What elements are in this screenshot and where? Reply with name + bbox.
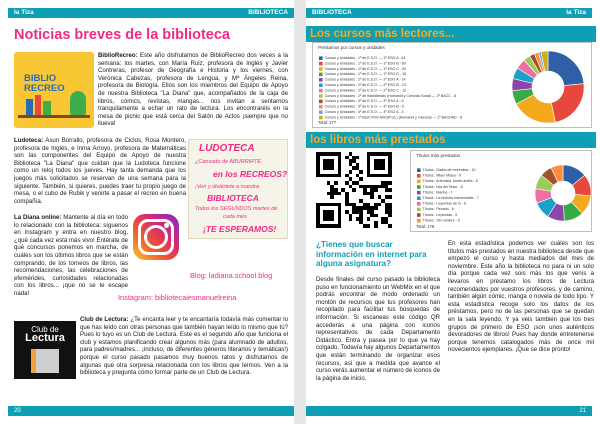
left-footer-bar [8,406,294,416]
instagram-link[interactable]: Instagram: bibliotecaiesmanuelreina [118,293,237,302]
club-image-line2: Lectura [25,332,65,344]
poster-line: en los RECREOS? [213,169,288,179]
left-header-bar [8,8,294,18]
biblio-recreo-paragraph [98,52,288,136]
section-title-books: los libros más prestados [306,132,596,148]
legend-swatch [417,185,421,189]
legend-label: Cursos y Unidades : 4º de E.S.O. — 4º ESO A - 3 [324,110,404,114]
ludoteca-paragraph [14,137,186,215]
page-title: Noticias breves de la biblioteca [14,27,230,43]
poster-line: BIBLIOTECA [207,193,259,203]
blog-link[interactable]: Blog: ladiana.school.blog [190,271,273,280]
question-paragraph: Desde finales del curso pasado la biblioteca puso en funcionamiento un WebMix en el que podrás encontrar de modo ordenado un montón de recursos que tus profesores han recopilado para facilitar tus búsquedas de información. Si escaneas este código QR accederás a una página con iconos representativos de cada Departamento Didáctico. Entra y pasea por lo que ya hay colgado. Todavía hay algunos Departamentos que están terminando de organizar esos recursos, así que a medida que avance el curso verás aumentar el número de iconos de la página de inicio. [316,276,440,382]
legend-swatch [417,213,421,217]
online-paragraph [14,214,128,314]
legend-swatch [319,100,323,104]
pie-slice [548,51,584,86]
legend-swatch [417,174,421,178]
qr-code-icon [316,152,392,228]
header-section-name: BIBLIOTECA [248,9,288,16]
page-number: 21 [579,408,586,414]
books-chart [410,150,592,232]
poster-line: ¿Cansado de ABURRIRTE [195,159,262,165]
legend-swatch [319,67,323,71]
pie-slice [551,84,584,123]
legend-swatch [417,208,421,212]
legend-label: Títulos : La historia interminable - 7 [422,196,479,200]
club-lead: Club de Lectura: [80,316,129,323]
online-text: Mantente al día en todo lo relacionado con la biblioteca: síguenos en Instagram y entra en nuestro blog, ¿qué cada vez está más vivo! Entérate de qué concursos ponemos en marcha, de cuáles son los últimos libros que se están comprando, de los torneos de libros, las recomendaciones, las celebraciones de efemérides, curiosidades relacionadas con los libros... ¡que no se te escape nada! [14,214,128,297]
legend-label: Títulos : Leyendas - 5 [422,212,458,217]
legend-swatch [319,56,323,60]
ludoteca-lead: Ludoteca: [14,137,44,144]
bookshelf-illustration-icon [18,115,90,118]
legend-swatch [417,180,421,184]
legend-label: Cursos y Unidades : 3º de E.S.O. — 3º ESO A - 6 [324,99,404,104]
legend-label: Títulos : Miau! Miauu - 9 [422,173,462,178]
legend-label: Títulos : Leyendas de G - 6 [422,201,466,206]
club-image-line1: Club de [31,325,59,334]
header-magazine-name: la Tiza [14,9,34,16]
legend-label: Cursos y Unidades : 1º de E.S.O. — 1º ESO A - 61 [324,56,406,60]
ludoteca-poster [188,139,288,239]
legend-swatch [417,219,421,223]
club-paragraph [80,316,288,408]
legend-swatch [319,116,323,120]
book-icon [31,349,59,373]
instagram-logo-icon [133,214,179,260]
poster-line: ¡TE ESPERAMOS! [203,224,277,234]
right-header-bar [306,8,592,18]
legend-swatch [319,83,323,87]
legend-swatch [417,191,421,195]
poster-line: Todos los SEGUNDOS martes de [195,206,278,212]
chart-title: Títulos más prestados [416,153,461,158]
legend-swatch [319,94,323,98]
question-title: ¿Tienes que buscar información en internet para alguna asignatura? [316,240,427,269]
legend-label: Títulos : Isla del Tesor - 8 [422,184,463,189]
legend-label: Títulos : Marina - 7 [422,190,453,195]
chart-total: Total: 176 [416,224,435,229]
legend-swatch [319,110,323,114]
chart-title: Préstamos por cursos y unidades [318,45,385,50]
chart-total: Total: 277 [318,120,337,125]
legend-swatch [417,202,421,206]
club-text: ¿Te encanta leer y te encantaría todavía más comentar lo que has leído con otras personas que también hayan leído lo mismo que tú? Pues lo tuyo es un Club de Lectura. Este es el segundo año que funciona el club y estamos planificando crear algunos más (para alumnado de adultos, para padres/madres... ¡incluso, de diferentes géneros literarios y temáticas!) porque el curso pasado pasamos muy buenos ratos y disfrutamos de algunas que otra sorpresa relacionada con los libros que leímos. Ven a la biblioteca y pregunta cómo formar parte de un Club de Lectura. [80,316,288,377]
right-footer-bar [306,406,592,416]
right-page [306,0,600,424]
ludoteca-text: Asun Borrallo, profesora de Ciclos, Rosa Montero, profesora de Inglés, e Inma Arroyo, profesora de Matemáticas son las componentes del Equipo de Apoyo de nuestra Biblioteca "La Diana" que cuidan que la Ludoteca funcione como un reloj todos los jueves. Hay tanta demanda que los juegos más solicitados se reservan de una semana para la siguiente. También, si quieres, puedes traer tu propio juego de mesa, o el cubo de Rubik y venirte a pasar el recreo en buena compañía. [14,137,186,205]
legend-label: Cursos y Unidades : 2º de E.S.O. — 2º ESO A - 14 [324,77,406,82]
legend-label: Cursos y Unidades : 1º de E.S.O. — 1º ESO C - 53 [324,66,407,71]
biblio-recreo-image [14,52,94,128]
legend-swatch [319,89,323,93]
legend-label: Títulos : Artemisia, fuerte araña - 8 [422,179,478,184]
header-magazine-name: la Tiza [566,9,586,16]
legend-label: Títulos : Sin nombre - 5 [422,218,460,223]
online-lead: La Diana online: [14,214,62,221]
ludoteca-poster-heading: LUDOTECA [199,143,255,154]
biblio-recreo-text: Este año disfrutamos de BiblioRecreo dos veces a la semana: los martes, con María Ruiz, profesora de Inglés y Javier Contreras, profesor de Geografía e Historia y los viernes, con Verónica Cabezas, profesora de Lengua, y Mª Ángeles Reina, profesora de Biología. Ellos son los miembros del Equipo de Apoyo de nuestra Biblioteca "La Diana" que, acompañados de la caja de libros, cómics, revistas, mangas... nos invitan a sentarnos tranquilamente a echar un rato de lectura. Los encontraréis en la mesa de picnic que está cerca del Salón de Actos ¡siempre que no llueva! [98,52,288,128]
legend-swatch [319,105,323,109]
legend-swatch [417,168,421,172]
legend-label: Cursos y Unidades : 1º de E.S.O. — 1º ESO B - 60 [324,61,406,66]
legend-label: Cursos y Unidades : 3º de E.S.O. — 3º ESO B - 5 [324,104,404,109]
courses-chart [312,42,592,128]
legend-label: Cursos y Unidades : 1º de E.S.O. — 1º ESO D - 16 [324,72,407,77]
legend-label: Cursos y Unidades : 2º de E.S.O. — 2º ESO C - 12 [324,88,407,93]
page-gutter [294,0,306,424]
legend-label: Cursos y Unidades : 1º Bach Prim Artic(Pros.) (Humanid y Ciencias — 1º BACHAD - 8 [324,115,462,120]
section-title-courses: Los cursos más lectores... [306,26,596,42]
legend-label: Cursos y Unidades : 2º de E.S.O. — 2º ESO B - 13 [324,83,406,87]
poster-line: cada mes [223,214,247,220]
legend-label: Títulos : Pecado - 6 [422,207,454,212]
legend-swatch [319,62,323,66]
club-de-lectura-image [14,321,76,379]
left-page [0,0,294,424]
legend-swatch [319,73,323,77]
stats-paragraph: En esta estadística podemos ver cuáles son los títulos más prestados en nuestra biblioteca desde que empezó el curso y hasta mediados del mes de noviembre. Este año la biblioteca no para ni un solo día porque cada vez sois más los que venís a llevaros en préstamo los libros de Lectura recomendados por vuestros profesores, y de camino, también algún cómic, manga o novela de todo tipo. Y esta estadística recoge solo los datos de los préstamos, pero no de las personas que se quedan en la sala leyendo. Y ya veis también que los tres grupos de primero de ESO ¡son unos auténticos devoradores de libros! Pues hay donde entretenerse porque tenemos catalogados más de once mil novecientos ejemplares. ¡Que se dice pronto! [448,240,594,354]
biblio-recreo-image-text1: BIBLIO [24,73,57,84]
header-section-name: BIBLIOTECA [312,9,352,16]
legend-swatch [319,78,323,82]
poster-line: ¡Ven y diviértete a nuestra [195,184,259,190]
page-number: 20 [14,408,21,414]
legend-label: Cursos y Unidades : 2º de Bachillerato (Humanid y Ciencias Social — 2º BACC - 8 [324,93,457,98]
legend-swatch [417,196,421,200]
legend-label: Títulos : Diablo de morenitos - 10 [422,168,476,172]
biblio-recreo-lead: BiblioRecreo: [98,52,138,59]
biblio-recreo-image-text2: RECREO [24,83,65,94]
